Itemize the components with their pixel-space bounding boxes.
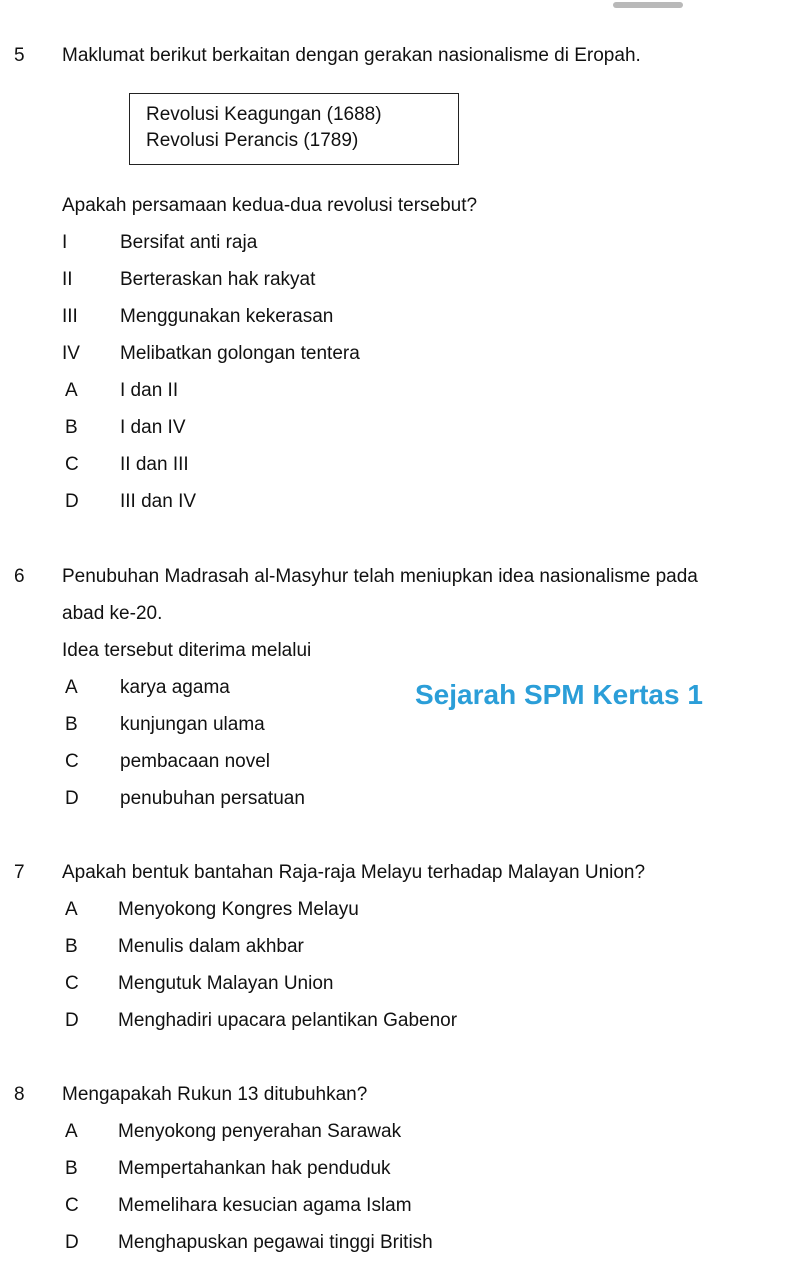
- q6-option-letter-d[interactable]: D: [65, 788, 79, 809]
- q5-stmt-label-2: II: [62, 269, 73, 290]
- q5-option-letter-d[interactable]: D: [65, 491, 79, 512]
- q5-stmt-text-3: Menggunakan kekerasan: [120, 306, 334, 327]
- q5-stmt-text-4: Melibatkan golongan tentera: [120, 343, 360, 364]
- q5-stmt-label-4: IV: [62, 343, 80, 364]
- watermark-title: Sejarah SPM Kertas 1: [415, 679, 703, 710]
- q7-option-text-d[interactable]: Menghadiri upacara pelantikan Gabenor: [118, 1010, 458, 1031]
- q5-option-letter-a[interactable]: A: [65, 380, 78, 401]
- q7-option-text-b[interactable]: Menulis dalam akhbar: [118, 936, 304, 957]
- q5-option-text-b[interactable]: I dan IV: [120, 417, 186, 438]
- q5-option-text-c[interactable]: II dan III: [120, 454, 189, 475]
- q8-option-text-c[interactable]: Memelihara kesucian agama Islam: [118, 1195, 412, 1216]
- q5-option-text-d[interactable]: III dan IV: [120, 491, 197, 512]
- q6-option-letter-a[interactable]: A: [65, 677, 78, 698]
- q7-text: Apakah bentuk bantahan Raja-raja Melayu terhadap Malayan Union?: [62, 862, 646, 883]
- q6-option-letter-c[interactable]: C: [65, 751, 79, 772]
- q8-option-letter-c[interactable]: C: [65, 1195, 79, 1216]
- q5-info-box: [129, 93, 459, 165]
- scroll-handle: [613, 2, 683, 8]
- q8-text: Mengapakah Rukun 13 ditubuhkan?: [62, 1084, 368, 1105]
- q6-text-line-1: Penubuhan Madrasah al-Masyhur telah meniupkan idea nasionalisme pada: [62, 566, 698, 587]
- q7-option-text-a[interactable]: Menyokong Kongres Melayu: [118, 899, 359, 920]
- q6-option-letter-b[interactable]: B: [65, 714, 78, 735]
- q7-option-text-c[interactable]: Mengutuk Malayan Union: [118, 973, 334, 994]
- q7-number: 7: [14, 862, 25, 883]
- q5-stmt-label-1: I: [62, 232, 68, 253]
- q5-number: 5: [14, 45, 25, 66]
- q5-option-letter-b[interactable]: B: [65, 417, 78, 438]
- q8-option-letter-a[interactable]: A: [65, 1121, 78, 1142]
- q8-number: 8: [14, 1084, 25, 1105]
- q6-number: 6: [14, 566, 25, 587]
- q5-stmt-label-3: III: [62, 306, 78, 327]
- q5-option-letter-c[interactable]: C: [65, 454, 79, 475]
- q7-option-letter-c[interactable]: C: [65, 973, 79, 994]
- q5-box-line-1: Revolusi Keagungan (1688): [146, 104, 382, 125]
- q6-option-text-c[interactable]: pembacaan novel: [120, 751, 270, 772]
- q7-option-letter-b[interactable]: B: [65, 936, 78, 957]
- q5-box-line-2: Revolusi Perancis (1789): [146, 130, 359, 151]
- q7-option-letter-a[interactable]: A: [65, 899, 78, 920]
- q8-option-text-a[interactable]: Menyokong penyerahan Sarawak: [118, 1121, 402, 1142]
- q6-option-text-a[interactable]: karya agama: [120, 677, 230, 698]
- q8-option-text-b[interactable]: Mempertahankan hak penduduk: [118, 1158, 391, 1179]
- q6-option-text-d[interactable]: penubuhan persatuan: [120, 788, 305, 809]
- q7-option-letter-d[interactable]: D: [65, 1010, 79, 1031]
- q5-stmt-text-2: Berteraskan hak rakyat: [120, 269, 316, 290]
- q5-prompt: Apakah persamaan kedua-dua revolusi tersebut?: [62, 195, 478, 216]
- q5-text: Maklumat berikut berkaitan dengan gerakan nasionalisme di Eropah.: [62, 45, 641, 66]
- q8-option-text-d[interactable]: Menghapuskan pegawai tinggi British: [118, 1232, 433, 1253]
- q5-stmt-text-1: Bersifat anti raja: [120, 232, 258, 253]
- q8-option-letter-b[interactable]: B: [65, 1158, 78, 1179]
- q8-option-letter-d[interactable]: D: [65, 1232, 79, 1253]
- q6-prompt: Idea tersebut diterima melalui: [62, 640, 312, 661]
- q6-option-text-b[interactable]: kunjungan ulama: [120, 714, 265, 735]
- q5-option-text-a[interactable]: I dan II: [120, 380, 179, 401]
- q6-text-line-2: abad ke-20.: [62, 603, 163, 624]
